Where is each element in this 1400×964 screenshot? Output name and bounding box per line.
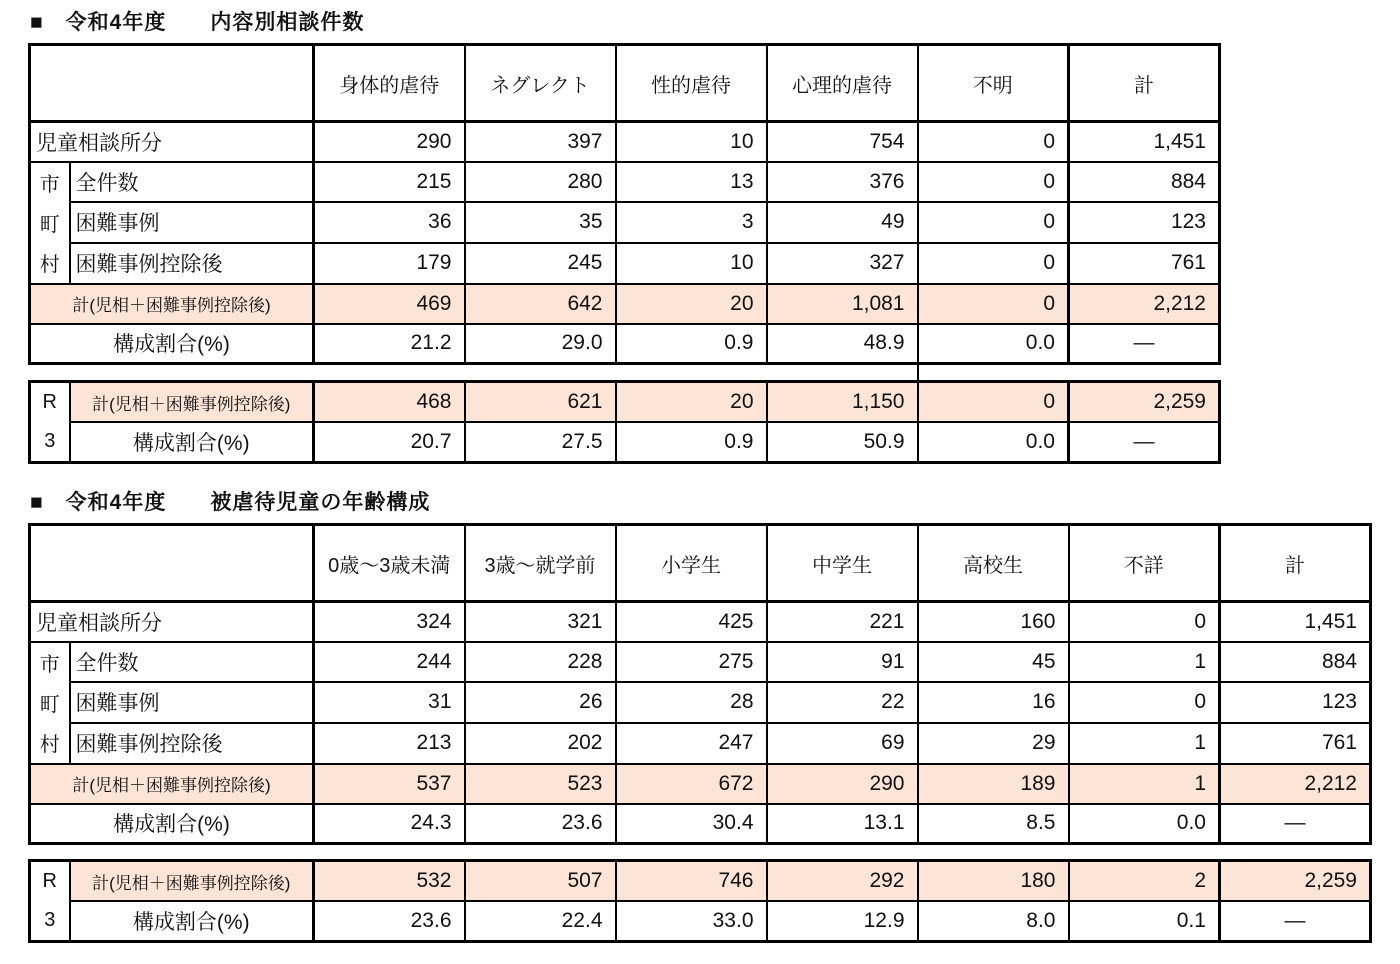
value-cell: 884: [1220, 642, 1371, 683]
row-label: 困難事例: [70, 682, 314, 723]
value-cell: 0: [918, 382, 1069, 423]
value-cell: 1,451: [1069, 122, 1220, 162]
row-label: 困難事例: [70, 202, 314, 243]
total-row: [30, 764, 1371, 804]
value-cell: 761: [1069, 243, 1220, 284]
value-cell: ―: [1220, 804, 1371, 844]
value-cell: 24.3: [314, 804, 465, 844]
row-label: 計(児相＋困難事例控除後): [30, 284, 314, 324]
value-cell: 0: [918, 202, 1069, 243]
value-cell: 1: [1069, 723, 1220, 764]
value-cell: 0: [918, 162, 1069, 203]
value-cell: 0.9: [616, 324, 767, 364]
value-cell: 31: [314, 682, 465, 723]
value-cell: 0: [1069, 682, 1220, 723]
value-cell: 45: [918, 642, 1069, 683]
value-cell: 642: [465, 284, 616, 324]
row-label: 構成割合(%): [30, 804, 314, 844]
group-char: 村: [39, 734, 60, 756]
table-row: [30, 723, 1371, 764]
value-cell: 20.7: [314, 422, 465, 463]
r3-char: 3: [44, 430, 56, 452]
value-cell: 23.6: [465, 804, 616, 844]
value-cell: 28: [616, 682, 767, 723]
value-cell: 0.1: [1069, 901, 1220, 942]
row-label: 構成割合(%): [70, 901, 314, 942]
table-row: [30, 682, 1371, 723]
value-cell: 746: [616, 861, 767, 902]
value-cell: 761: [1220, 723, 1371, 764]
value-cell: 10: [616, 122, 767, 162]
ratio-row: [30, 324, 1220, 364]
column-header: 計: [1069, 45, 1220, 122]
value-cell: 292: [767, 861, 918, 902]
r3-year-cell: [30, 861, 70, 942]
value-cell: 672: [616, 764, 767, 804]
value-cell: 221: [767, 602, 918, 642]
column-header: 不詳: [1069, 525, 1220, 602]
value-cell: 290: [767, 764, 918, 804]
value-cell: 2: [1069, 861, 1220, 902]
value-cell: 21.2: [314, 324, 465, 364]
value-cell: 321: [465, 602, 616, 642]
value-cell: 2,259: [1220, 861, 1371, 902]
value-cell: 23.6: [314, 901, 465, 942]
column-header: 小学生: [616, 525, 767, 602]
row-label: 困難事例控除後: [70, 243, 314, 284]
table-row: [30, 122, 1220, 162]
r3-char: R: [42, 391, 57, 413]
value-cell: ―: [1220, 901, 1371, 942]
value-cell: 35: [465, 202, 616, 243]
row-label: 全件数: [70, 162, 314, 203]
value-cell: 0: [918, 243, 1069, 284]
value-cell: 22: [767, 682, 918, 723]
value-cell: 123: [1069, 202, 1220, 243]
column-header: 性的虐待: [616, 45, 767, 122]
column-header: 高校生: [918, 525, 1069, 602]
value-cell: 1,081: [767, 284, 918, 324]
value-cell: 3: [616, 202, 767, 243]
table1-header-row: [30, 45, 1220, 122]
column-header: 不明: [918, 45, 1069, 122]
value-cell: 228: [465, 642, 616, 683]
table2-main: [28, 523, 1372, 845]
value-cell: 30.4: [616, 804, 767, 844]
table-row: [30, 162, 1220, 203]
value-cell: 244: [314, 642, 465, 683]
value-cell: 537: [314, 764, 465, 804]
total-row: [30, 284, 1220, 324]
value-cell: 20: [616, 382, 767, 423]
value-cell: 29: [918, 723, 1069, 764]
table-row: [30, 243, 1220, 284]
value-cell: 91: [767, 642, 918, 683]
value-cell: 215: [314, 162, 465, 203]
row-label: 児童相談所分: [30, 122, 314, 162]
value-cell: 26: [465, 682, 616, 723]
value-cell: 189: [918, 764, 1069, 804]
column-header: 心理的虐待: [767, 45, 918, 122]
value-cell: 376: [767, 162, 918, 203]
r3-total-row: [30, 382, 1220, 423]
value-cell: 754: [767, 122, 918, 162]
value-cell: 532: [314, 861, 465, 902]
value-cell: 0.0: [1069, 804, 1220, 844]
value-cell: 12.9: [767, 901, 918, 942]
row-label: 全件数: [70, 642, 314, 683]
value-cell: 48.9: [767, 324, 918, 364]
value-cell: 36: [314, 202, 465, 243]
group-char: 市: [39, 174, 60, 196]
column-header: 身体的虐待: [314, 45, 465, 122]
r3-total-row: [30, 861, 1371, 902]
section-consultations-by-content: [28, 10, 1400, 464]
column-header: 中学生: [767, 525, 918, 602]
r3-ratio-row: [30, 422, 1220, 463]
value-cell: 275: [616, 642, 767, 683]
table1-main: [28, 43, 1221, 365]
value-cell: 69: [767, 723, 918, 764]
r3-char: R: [42, 870, 57, 892]
group-char: 村: [39, 254, 60, 276]
value-cell: 33.0: [616, 901, 767, 942]
corner-empty-cell: [30, 45, 314, 122]
group-char: 町: [39, 214, 60, 236]
value-cell: 2,212: [1069, 284, 1220, 324]
value-cell: 507: [465, 861, 616, 902]
row-label: 児童相談所分: [30, 602, 314, 642]
value-cell: 49: [767, 202, 918, 243]
value-cell: 327: [767, 243, 918, 284]
r3-char: 3: [44, 909, 56, 931]
row-label: 困難事例控除後: [70, 723, 314, 764]
value-cell: 1,451: [1220, 602, 1371, 642]
value-cell: 247: [616, 723, 767, 764]
r3-year-cell: [30, 382, 70, 463]
value-cell: 123: [1220, 682, 1371, 723]
value-cell: 621: [465, 382, 616, 423]
value-cell: 16: [918, 682, 1069, 723]
value-cell: 884: [1069, 162, 1220, 203]
value-cell: ―: [1069, 422, 1220, 463]
group-char: 町: [39, 694, 60, 716]
value-cell: 27.5: [465, 422, 616, 463]
value-cell: 10: [616, 243, 767, 284]
corner-empty-cell: [30, 525, 314, 602]
value-cell: 213: [314, 723, 465, 764]
table1-title: ■ 令和4年度 内容別相談件数: [30, 11, 365, 34]
r3-ratio-row: [30, 901, 1371, 942]
table-row: [30, 202, 1220, 243]
section-age-composition: [28, 490, 1400, 943]
row-label: 構成割合(%): [70, 422, 314, 463]
value-cell: ―: [1069, 324, 1220, 364]
value-cell: 13.1: [767, 804, 918, 844]
value-cell: 0.0: [918, 324, 1069, 364]
value-cell: 290: [314, 122, 465, 162]
grid-artifact-line: [917, 365, 919, 380]
value-cell: 20: [616, 284, 767, 324]
column-header: ネグレクト: [465, 45, 616, 122]
value-cell: 29.0: [465, 324, 616, 364]
value-cell: 0: [1069, 602, 1220, 642]
value-cell: 0: [918, 284, 1069, 324]
row-label: 構成割合(%): [30, 324, 314, 364]
value-cell: 2,212: [1220, 764, 1371, 804]
value-cell: 425: [616, 602, 767, 642]
value-cell: 468: [314, 382, 465, 423]
value-cell: 202: [465, 723, 616, 764]
column-header: 計: [1220, 525, 1371, 602]
row-label: 計(児相＋困難事例控除後): [70, 382, 314, 423]
value-cell: 245: [465, 243, 616, 284]
table1-r3: [28, 380, 1221, 464]
column-header: 0歳～3歳未満: [314, 525, 465, 602]
value-cell: 13: [616, 162, 767, 203]
municipality-group-cell: [30, 162, 70, 284]
value-cell: 1,150: [767, 382, 918, 423]
value-cell: 8.5: [918, 804, 1069, 844]
table-gap: [28, 845, 1373, 859]
value-cell: 324: [314, 602, 465, 642]
value-cell: 1: [1069, 764, 1220, 804]
value-cell: 1: [1069, 642, 1220, 683]
value-cell: 0.9: [616, 422, 767, 463]
table-row: [30, 642, 1371, 683]
value-cell: 397: [465, 122, 616, 162]
value-cell: 50.9: [767, 422, 918, 463]
value-cell: 8.0: [918, 901, 1069, 942]
row-label: 計(児相＋困難事例控除後): [30, 764, 314, 804]
value-cell: 179: [314, 243, 465, 284]
value-cell: 180: [918, 861, 1069, 902]
municipality-group-cell: [30, 642, 70, 764]
table-gap: [28, 365, 1224, 380]
value-cell: 469: [314, 284, 465, 324]
value-cell: 160: [918, 602, 1069, 642]
value-cell: 280: [465, 162, 616, 203]
value-cell: 2,259: [1069, 382, 1220, 423]
value-cell: 0.0: [918, 422, 1069, 463]
value-cell: 22.4: [465, 901, 616, 942]
table2-title: ■ 令和4年度 被虐待児童の年齢構成: [30, 491, 431, 514]
table2-header-row: [30, 525, 1371, 602]
group-char: 市: [39, 654, 60, 676]
table-row: [30, 602, 1371, 642]
value-cell: 523: [465, 764, 616, 804]
row-label: 計(児相＋困難事例控除後): [70, 861, 314, 902]
column-header: 3歳～就学前: [465, 525, 616, 602]
ratio-row: [30, 804, 1371, 844]
table2-r3: [28, 859, 1372, 943]
value-cell: 0: [918, 122, 1069, 162]
